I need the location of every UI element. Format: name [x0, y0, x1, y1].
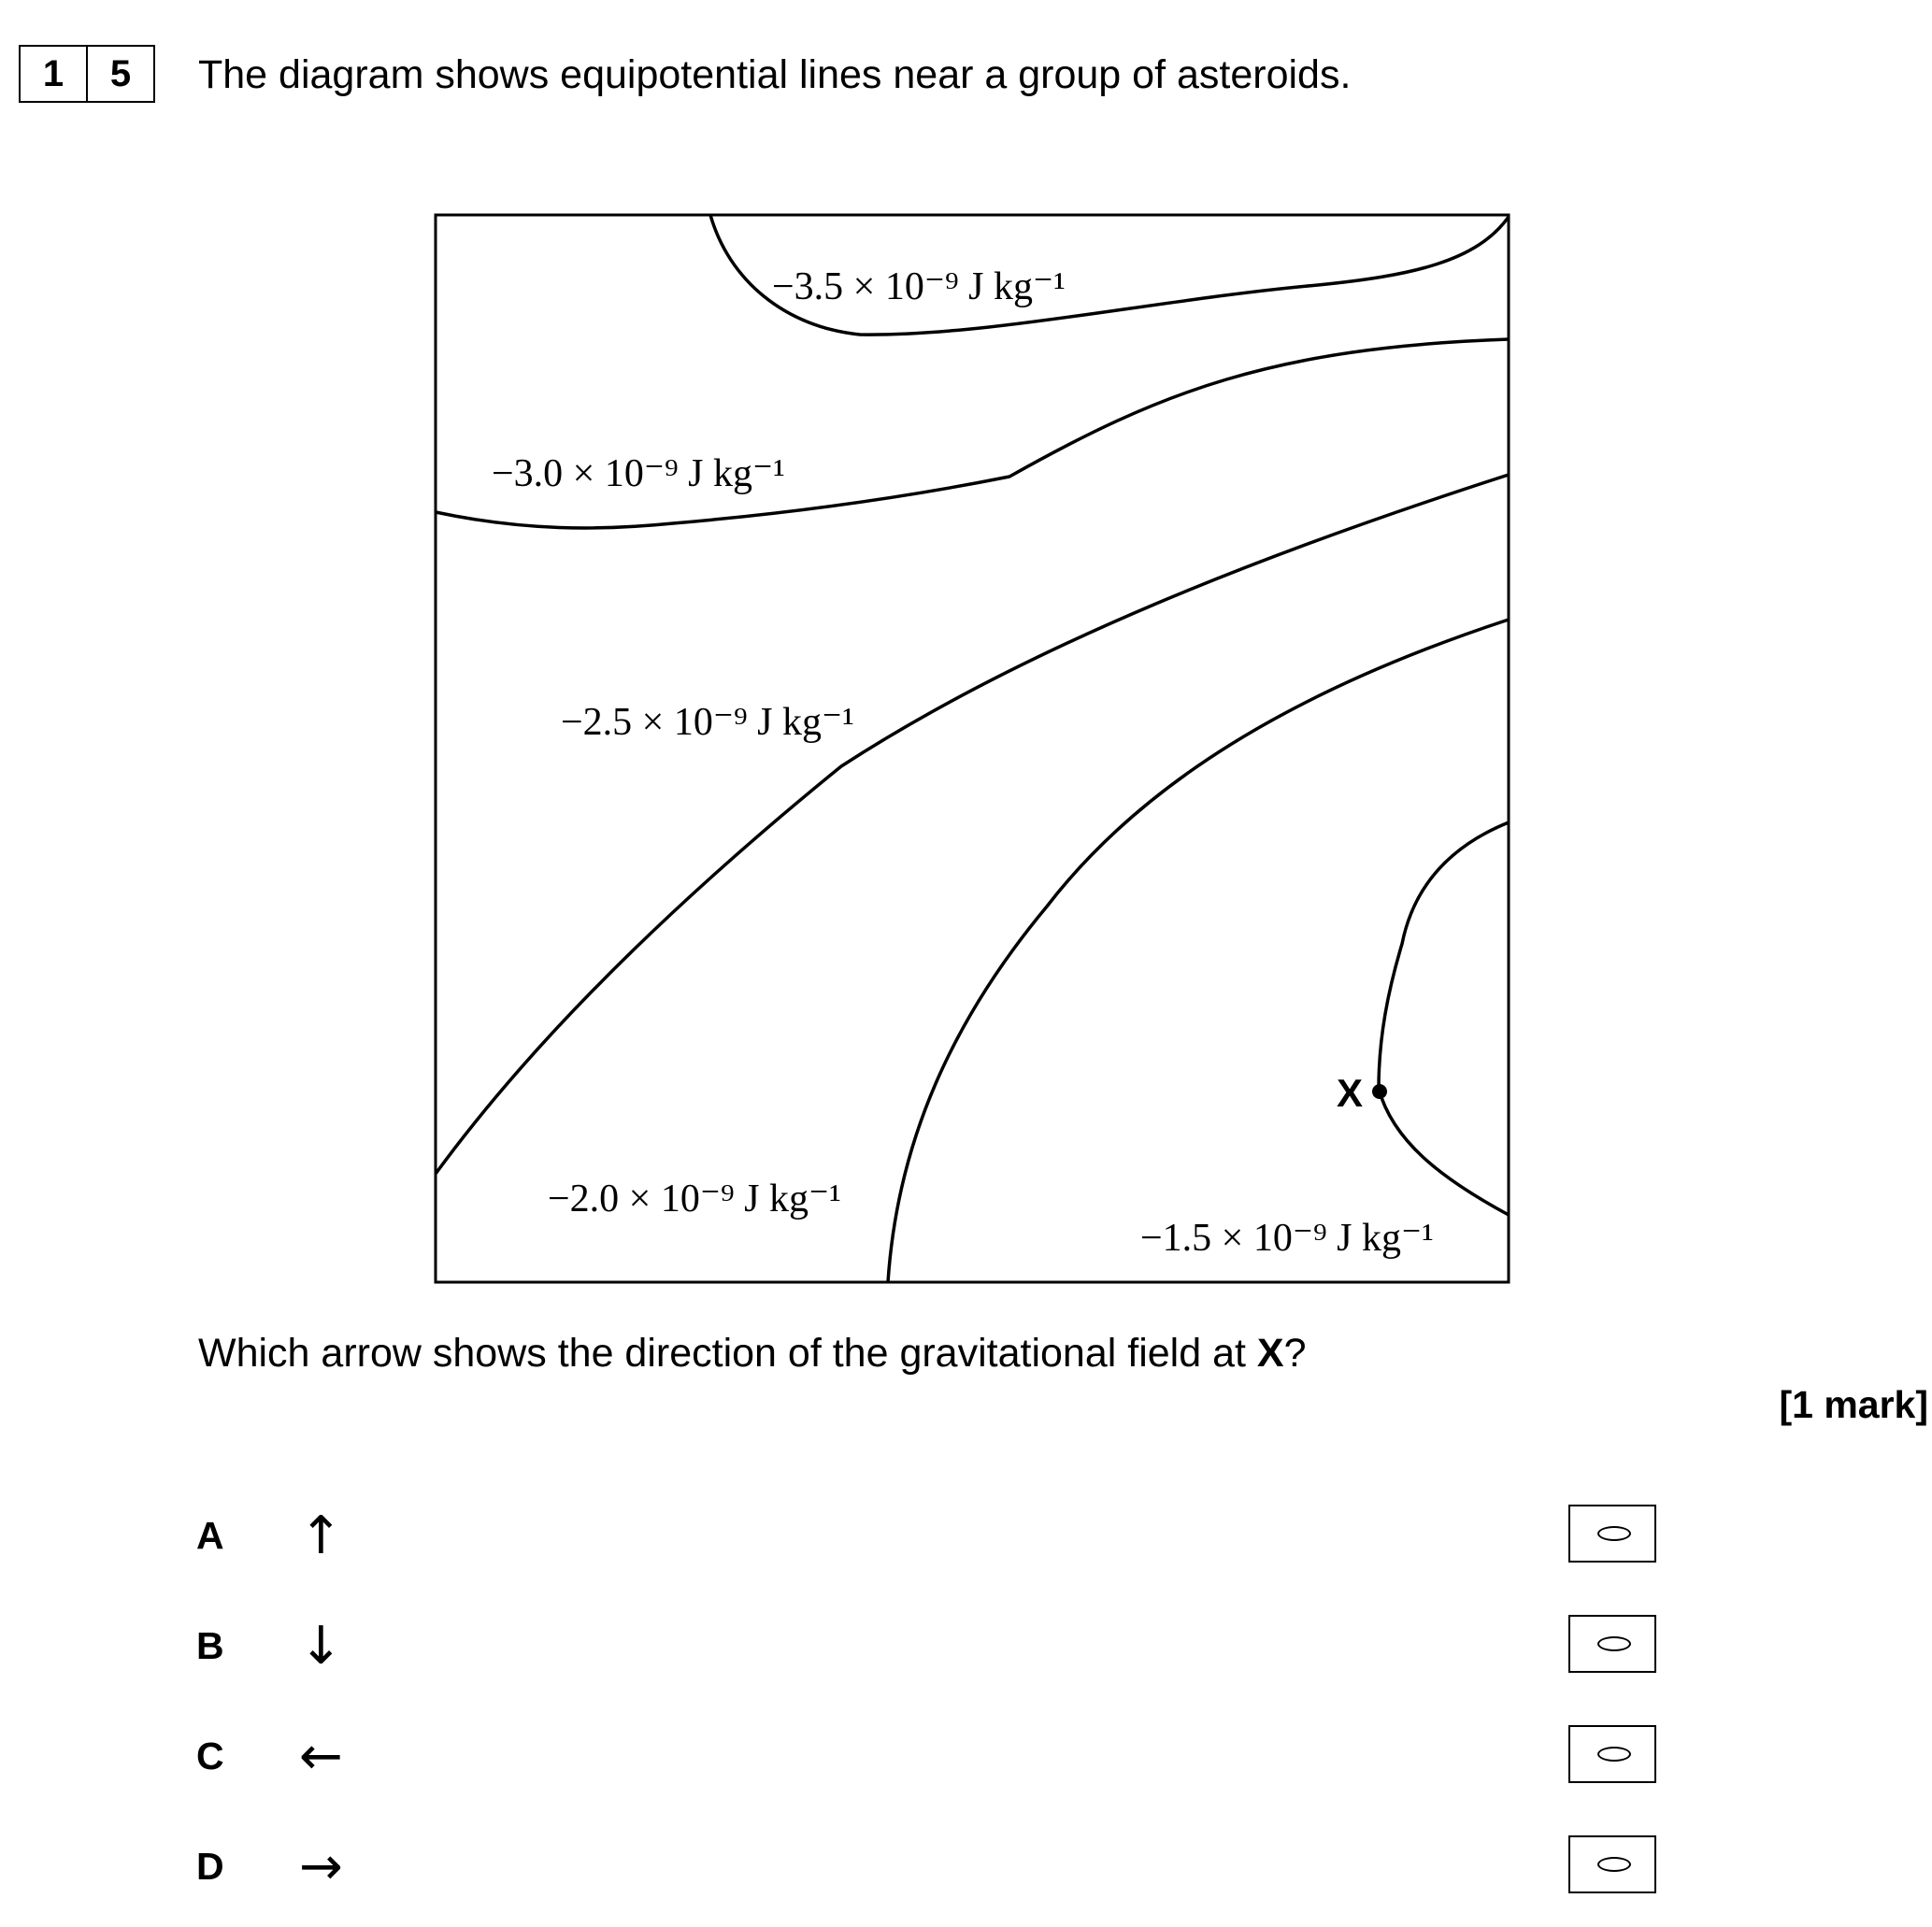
- option-letter: C: [196, 1734, 224, 1777]
- option-b-answer-box[interactable]: [1568, 1615, 1656, 1673]
- option-letter: B: [196, 1624, 224, 1667]
- option-letter: A: [196, 1514, 224, 1557]
- question-prompt: [198, 1331, 1307, 1377]
- answer-bubble-icon: [1597, 1747, 1631, 1762]
- contour-label-minus-3-5: −3.5 × 10⁻⁹ J kg⁻¹: [772, 265, 1066, 308]
- option-b: [196, 1616, 1673, 1678]
- option-c: [196, 1726, 1673, 1789]
- contour-line-minus-1-5: [1379, 822, 1509, 1215]
- point-x-label: X: [1337, 1071, 1364, 1115]
- option-d: [196, 1836, 1673, 1899]
- equipotential-diagram: [430, 206, 1514, 1290]
- left-arrow-icon: ←: [299, 1726, 343, 1787]
- contour-line-minus-2-0: [888, 620, 1509, 1282]
- question-prompt-suffix: ?: [1283, 1331, 1307, 1376]
- question-number: [19, 45, 155, 103]
- question-prompt-point: X: [1256, 1331, 1284, 1376]
- option-a: [196, 1508, 1673, 1568]
- point-x-marker: [1372, 1084, 1387, 1099]
- answer-bubble-icon: [1597, 1526, 1631, 1541]
- contour-label-minus-2-5: −2.5 × 10⁻⁹ J kg⁻¹: [561, 701, 854, 744]
- contour-line-minus-2-5: [436, 475, 1509, 1174]
- option-c-answer-box[interactable]: [1568, 1725, 1656, 1783]
- up-arrow-icon: ↑: [299, 1506, 343, 1566]
- option-letter: D: [196, 1845, 224, 1888]
- question-stem: The diagram shows equipotential lines near a group of asteroids.: [198, 52, 1352, 97]
- down-arrow-icon: ↓: [299, 1616, 343, 1677]
- diagram-frame: [436, 215, 1509, 1282]
- answer-bubble-icon: [1597, 1636, 1631, 1651]
- contour-label-minus-2-0: −2.0 × 10⁻⁹ J kg⁻¹: [548, 1178, 841, 1220]
- option-a-answer-box[interactable]: [1568, 1505, 1656, 1563]
- right-arrow-icon: →: [299, 1836, 343, 1897]
- contour-label-minus-1-5: −1.5 × 10⁻⁹ J kg⁻¹: [1140, 1217, 1434, 1260]
- question-number-digit-1: 1: [42, 52, 64, 94]
- contour-label-minus-3-0: −3.0 × 10⁻⁹ J kg⁻¹: [492, 452, 785, 495]
- question-prompt-text: Which arrow shows the direction of the gravitational field at: [198, 1331, 1257, 1376]
- answer-bubble-icon: [1597, 1857, 1631, 1872]
- contour-line-minus-3-0: [436, 339, 1509, 528]
- question-number-digit-2: 5: [86, 47, 153, 101]
- marks-label: [1 mark]: [1779, 1383, 1928, 1426]
- option-d-answer-box[interactable]: [1568, 1835, 1656, 1893]
